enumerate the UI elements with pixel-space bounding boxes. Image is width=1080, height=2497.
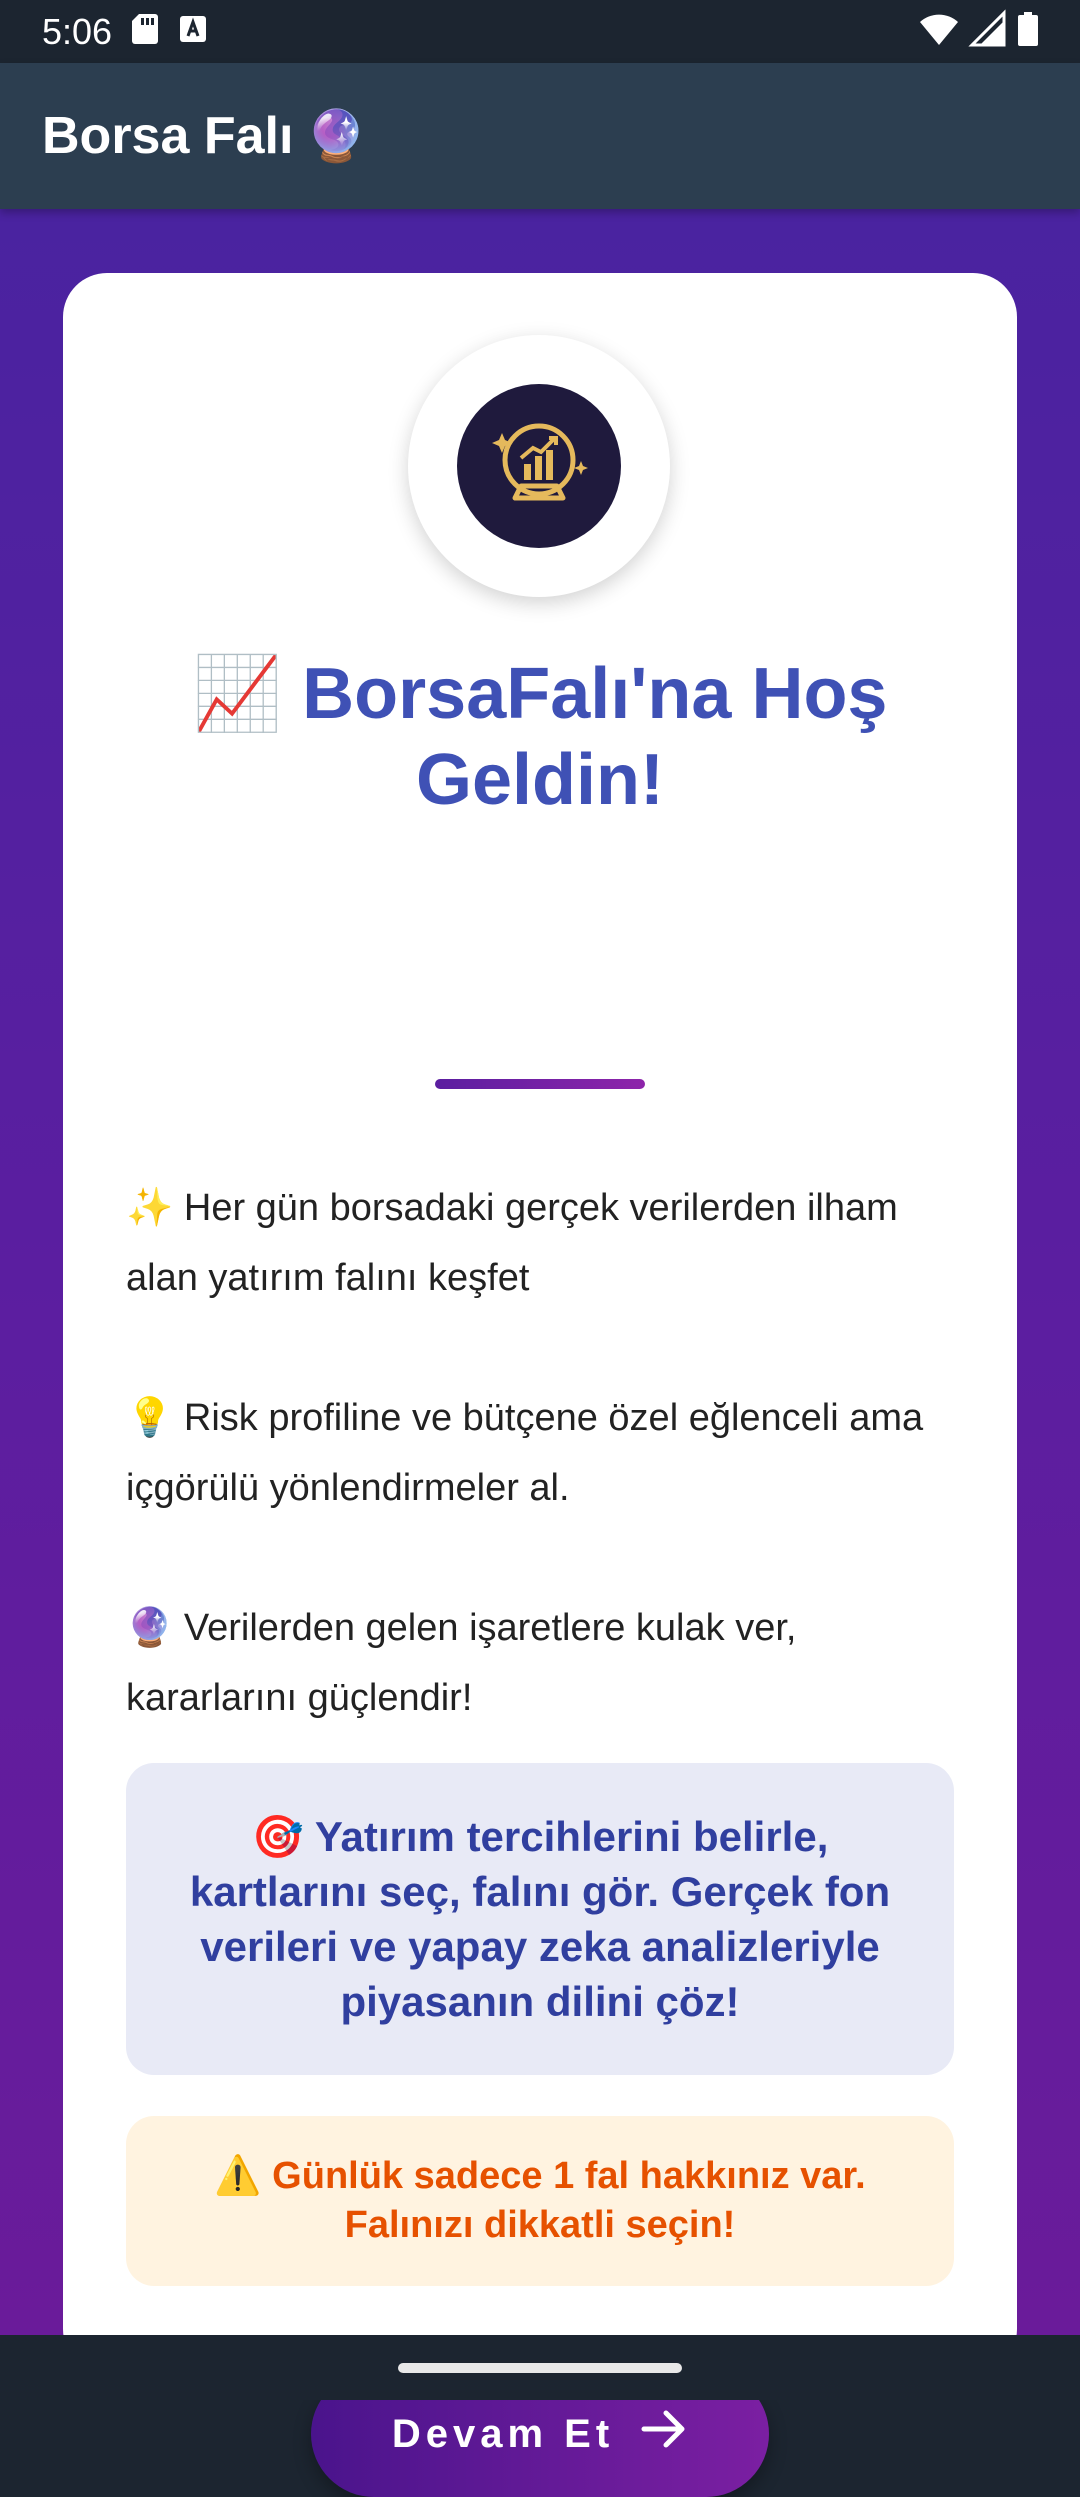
title-underline — [435, 1079, 645, 1089]
warning-box — [126, 2116, 954, 2286]
app-title: Borsa Falı — [42, 107, 294, 165]
description-risk-profile: 💡 Risk profiline ve bütçene özel eğlenceli ama içgörülü yönlendirmeler al. — [126, 1397, 924, 1509]
content-area[interactable] — [0, 209, 1080, 2456]
logo-badge — [408, 335, 670, 597]
welcome-card — [63, 273, 1017, 2456]
app-bar — [0, 63, 1080, 209]
info-text: 🎯 Yatırım tercihlerini belirle, kartlarını seç, falını gör. Gerçek fon verileri ve yapay zeka analizleriyle piyasanın dilini çöz! — [189, 1813, 891, 2025]
status-time: 5:06 — [42, 10, 113, 52]
continue-button-label: Devam Et — [391, 2411, 615, 2456]
cell-signal-icon — [972, 13, 1004, 50]
welcome-title: 📈 BorsaFalı'na Hoş Geldin! — [192, 654, 888, 820]
info-box — [126, 1763, 954, 2075]
status-right-icons — [920, 12, 1038, 51]
description-signals: 🔮 Verilerden gelen işaretlere kulak ver, kararlarını güçlendir! — [126, 1607, 797, 1719]
status-left-icons — [132, 14, 206, 49]
sd-card-icon — [132, 14, 158, 49]
battery-icon — [1018, 12, 1038, 51]
arrow-right-icon — [642, 2409, 688, 2459]
warning-text: ⚠️ Günlük sadece 1 fal hakkınız var. Falınızı dikkatli seçin! — [214, 2155, 866, 2246]
description-daily-fortune: ✨ Her gün borsadaki gerçek verilerden ilham alan yatırım falını keşfet — [126, 1187, 898, 1299]
keyboard-a-icon — [180, 16, 206, 47]
status-bar — [0, 0, 1080, 63]
crystal-ball-chart-icon — [457, 384, 621, 548]
home-gesture-handle[interactable] — [398, 2363, 682, 2373]
system-nav-bar — [0, 2335, 1080, 2400]
wifi-icon — [920, 13, 958, 50]
crystal-ball-icon: 🔮 — [305, 107, 368, 164]
